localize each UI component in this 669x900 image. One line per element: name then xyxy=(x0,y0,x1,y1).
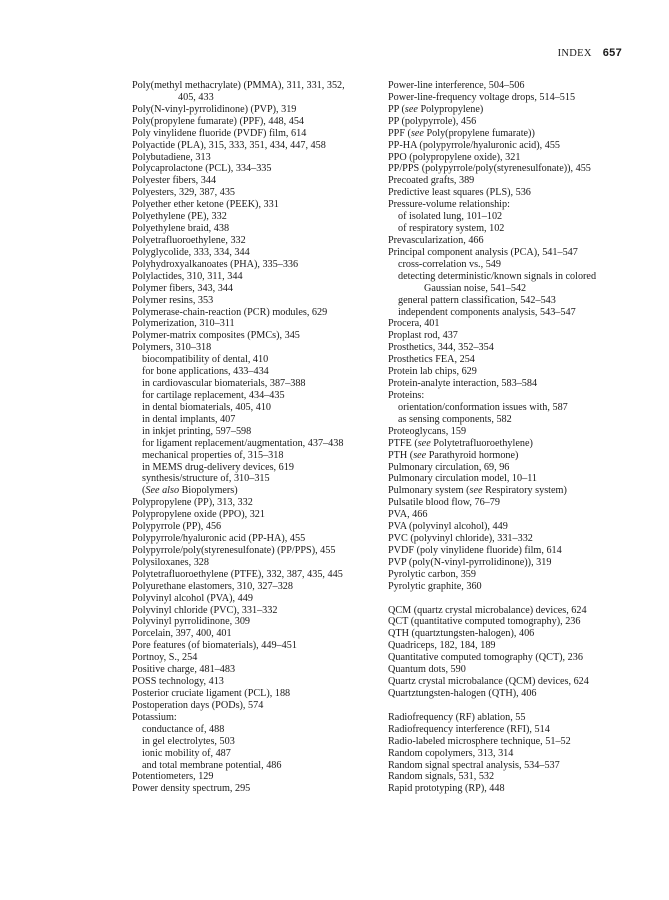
index-entry: Proplast rod, 437 xyxy=(388,330,458,342)
index-entry: Posterior cruciate ligament (PCL), 188 xyxy=(132,688,291,700)
index-entry: Proteoglycans, 159 xyxy=(388,425,467,437)
index-entry: Polymer-matrix composites (PMCs), 345 xyxy=(132,330,300,342)
index-spacer xyxy=(388,593,638,605)
index-entry: Portnoy, S., 254 xyxy=(132,652,198,664)
page-header xyxy=(558,47,622,59)
index-entry: Potassium: xyxy=(132,711,177,723)
index-entry: Protein-analyte interaction, 583–584 xyxy=(388,378,538,390)
index-entry: Quantum dots, 590 xyxy=(388,664,466,676)
index-entry: PPO (polypropylene oxide), 321 xyxy=(388,151,521,163)
index-entry: QCM (quartz crystal microbalance) devices, 624 xyxy=(388,604,587,616)
index-entry: Polylactides, 310, 311, 344 xyxy=(132,270,243,282)
index-entry: Quartz crystal microbalance (QCM) devices, 624 xyxy=(388,676,589,688)
index-entry: PPF (see Poly(propylene fumarate)) xyxy=(388,127,535,139)
index-subentry: and total membrane potential, 486 xyxy=(142,759,282,771)
index-subentry: orientation/conformation issues with, 587 xyxy=(398,401,568,413)
index-entry: PVP (poly(N-vinyl-pyrrolidinone)), 319 xyxy=(388,556,552,568)
index-entry: Polymerization, 310–311 xyxy=(132,318,235,330)
index-subentry: of isolated lung, 101–102 xyxy=(398,211,503,223)
index-entry: Radiofrequency (RF) ablation, 55 xyxy=(388,711,526,723)
index-entry: QTH (quartztungsten-halogen), 406 xyxy=(388,628,535,640)
index-entry: Pulmonary circulation model, 10–11 xyxy=(388,473,538,485)
index-entry: Porcelain, 397, 400, 401 xyxy=(132,628,232,640)
section-title: INDEX xyxy=(557,48,592,59)
index-entry: Polypropylene (PP), 313, 332 xyxy=(132,497,253,509)
index-entry: Polymer resins, 353 xyxy=(132,294,214,306)
index-entry: Polyether ether ketone (PEEK), 331 xyxy=(132,199,279,211)
index-subentry: mechanical properties of, 315–318 xyxy=(142,449,284,461)
index-entry: Polyesters, 329, 387, 435 xyxy=(132,187,236,199)
index-entry: Polymers, 310–318 xyxy=(132,342,212,354)
index-entry: Polypyrrole (PP), 456 xyxy=(132,521,222,533)
index-entry: Polyvinyl chloride (PVC), 331–332 xyxy=(132,604,278,616)
index-entry: Polypyrrole/hyaluronic acid (PP-HA), 455 xyxy=(132,533,306,545)
index-entry: Polybutadiene, 313 xyxy=(132,151,211,163)
index-subentry: conductance of, 488 xyxy=(142,723,225,735)
index-spacer xyxy=(388,700,638,712)
index-column-right xyxy=(388,80,638,795)
index-entry: Prevascularization, 466 xyxy=(388,234,484,246)
index-entry: Prosthetics FEA, 254 xyxy=(388,354,475,366)
index-entry: PVA (polyvinyl alcohol), 449 xyxy=(388,521,508,533)
index-column-left xyxy=(132,80,382,795)
index-entry: Poly(propylene fumarate) (PPF), 448, 454 xyxy=(132,115,305,127)
index-entry: Pulsatile blood flow, 76–79 xyxy=(388,497,500,509)
index-subentry: general pattern classification, 542–543 xyxy=(398,294,556,306)
index-entry: PP-HA (polypyrrole/hyaluronic acid), 455 xyxy=(388,139,561,151)
index-entry: Polyetrafluoroethylene, 332 xyxy=(132,234,246,246)
index-subentry: cross-correlation vs., 549 xyxy=(398,258,501,270)
index-subentry: independent components analysis, 543–547 xyxy=(398,306,576,318)
index-entry: Polytetrafluoroethylene (PTFE), 332, 387, 435, 445 xyxy=(132,568,343,580)
index-entry: Positive charge, 481–483 xyxy=(132,664,236,676)
index-entry: Polymer fibers, 343, 344 xyxy=(132,282,234,294)
index-entry: Protein lab chips, 629 xyxy=(388,366,477,378)
index-subentry: ionic mobility of, 487 xyxy=(142,747,231,759)
index-subentry: in dental biomaterials, 405, 410 xyxy=(142,401,272,413)
index-subentry: (See also Biopolymers) xyxy=(142,485,238,497)
index-entry: Random copolymers, 313, 314 xyxy=(388,747,514,759)
index-entry: PVA, 466 xyxy=(388,509,428,521)
index-subentry: synthesis/structure of, 310–315 xyxy=(142,473,270,485)
index-entry: Pyrolytic graphite, 360 xyxy=(388,580,482,592)
index-subentry: in inkjet printing, 597–598 xyxy=(142,425,252,437)
index-subentry: for cartilage replacement, 434–435 xyxy=(142,389,285,401)
index-entry: Polyethylene (PE), 332 xyxy=(132,211,227,223)
index-entry: Polyvinyl pyrrolidinone, 309 xyxy=(132,616,251,628)
index-subentry: as sensing components, 582 xyxy=(398,413,512,425)
index-entry: PVC (polyvinyl chloride), 331–332 xyxy=(388,533,533,545)
index-entry: Radio-labeled microsphere technique, 51–52 xyxy=(388,735,571,747)
index-entry: Postoperation days (PODs), 574 xyxy=(132,699,264,711)
index-entry: Random signal spectral analysis, 534–537 xyxy=(388,759,560,771)
index-subentry: detecting deterministic/known signals in colored xyxy=(398,270,597,282)
index-entry: Poly(methyl methacrylate) (PMMA), 311, 331, 352, xyxy=(132,80,345,91)
index-entry: PVDF (poly vinylidene fluoride) film, 614 xyxy=(388,544,562,556)
index-entry: Poly vinylidene fluoride (PVDF) film, 614 xyxy=(132,127,307,139)
index-entry: Radiofrequency interference (RFI), 514 xyxy=(388,723,550,735)
index-entry: Gaussian noise, 541–542 xyxy=(424,282,527,294)
index-entry: Polyethylene braid, 438 xyxy=(132,223,230,235)
index-entry: Proteins: xyxy=(388,389,425,401)
index-entry: Random signals, 531, 532 xyxy=(388,771,495,783)
index-entry: Polyactide (PLA), 315, 333, 351, 434, 447, 458 xyxy=(132,139,326,151)
index-entry: Quantitative computed tomography (QCT), 236 xyxy=(388,652,583,664)
index-entry: Polycaprolactone (PCL), 334–335 xyxy=(132,163,272,175)
index-entry: Polysiloxanes, 328 xyxy=(132,556,209,568)
index-entry: Predictive least squares (PLS), 536 xyxy=(388,187,531,199)
index-entry: Polyglycolide, 333, 334, 344 xyxy=(132,246,250,258)
index-entry: Potentiometers, 129 xyxy=(132,771,214,783)
index-entry: Power-line interference, 504–506 xyxy=(388,80,525,91)
index-entry: Pulmonary circulation, 69, 96 xyxy=(388,461,510,473)
index-entry: Precoated grafts, 389 xyxy=(388,175,475,187)
index-subentry: in dental implants, 407 xyxy=(142,413,236,425)
index-subentry: for ligament replacement/augmentation, 437–438 xyxy=(142,437,344,449)
index-entry: PTFE (see Polytetrafluoroethylene) xyxy=(388,437,533,449)
index-subentry: biocompatibility of dental, 410 xyxy=(142,354,269,366)
index-entry: Polyvinyl alcohol (PVA), 449 xyxy=(132,592,253,604)
index-entry: Polyester fibers, 344 xyxy=(132,175,217,187)
index-entry: Procera, 401 xyxy=(388,318,440,330)
index-entry: Principal component analysis (PCA), 541–547 xyxy=(388,246,578,258)
index-entry: PP/PPS (polypyrrole/poly(styrenesulfonate)), 455 xyxy=(388,163,591,175)
index-subentry: in cardiovascular biomaterials, 387–388 xyxy=(142,378,306,390)
index-subentry: in MEMS drug-delivery devices, 619 xyxy=(142,461,294,473)
index-entry: PP (see Polypropylene) xyxy=(388,103,484,115)
index-entry: Poly(N-vinyl-pyrrolidinone) (PVP), 319 xyxy=(132,103,297,115)
index-entry: Power-line-frequency voltage drops, 514–515 xyxy=(388,91,576,103)
index-subentry: in gel electrolytes, 503 xyxy=(142,735,235,747)
index-entry: Polyurethane elastomers, 310, 327–328 xyxy=(132,580,293,592)
index-entry: Pressure-volume relationship: xyxy=(388,199,510,211)
page-number: 657 xyxy=(602,47,622,59)
index-entry: Rapid prototyping (RP), 448 xyxy=(388,783,505,795)
index-entry: Prosthetics, 344, 352–354 xyxy=(388,342,494,354)
index-entry: Pulmonary system (see Respiratory system) xyxy=(388,485,567,497)
index-entry: Power density spectrum, 295 xyxy=(132,783,251,795)
index-subentry: for bone applications, 433–434 xyxy=(142,366,269,378)
index-entry: POSS technology, 413 xyxy=(132,676,224,688)
index-entry: PTH (see Parathyroid hormone) xyxy=(388,449,519,461)
index-entry: Quartztungsten-halogen (QTH), 406 xyxy=(388,688,537,699)
index-entry: Polypropylene oxide (PPO), 321 xyxy=(132,509,265,521)
index-entry: QCT (quantitative computed tomography), 236 xyxy=(388,616,581,628)
index-subentry: of respiratory system, 102 xyxy=(398,223,505,235)
index-entry: Pyrolytic carbon, 359 xyxy=(388,568,476,580)
index-entry: Polypyrrole/poly(styrenesulfonate) (PP/PPS), 455 xyxy=(132,544,336,556)
index-entry: Pore features (of biomaterials), 449–451 xyxy=(132,640,297,652)
index-entry: Quadriceps, 182, 184, 189 xyxy=(388,640,496,652)
index-entry: Polyhydroxyalkanoates (PHA), 335–336 xyxy=(132,258,299,270)
index-entry: 405, 433 xyxy=(178,91,214,103)
index-entry: Polymerase-chain-reaction (PCR) modules, 629 xyxy=(132,306,328,318)
index-entry: PP (polypyrrole), 456 xyxy=(388,115,477,127)
